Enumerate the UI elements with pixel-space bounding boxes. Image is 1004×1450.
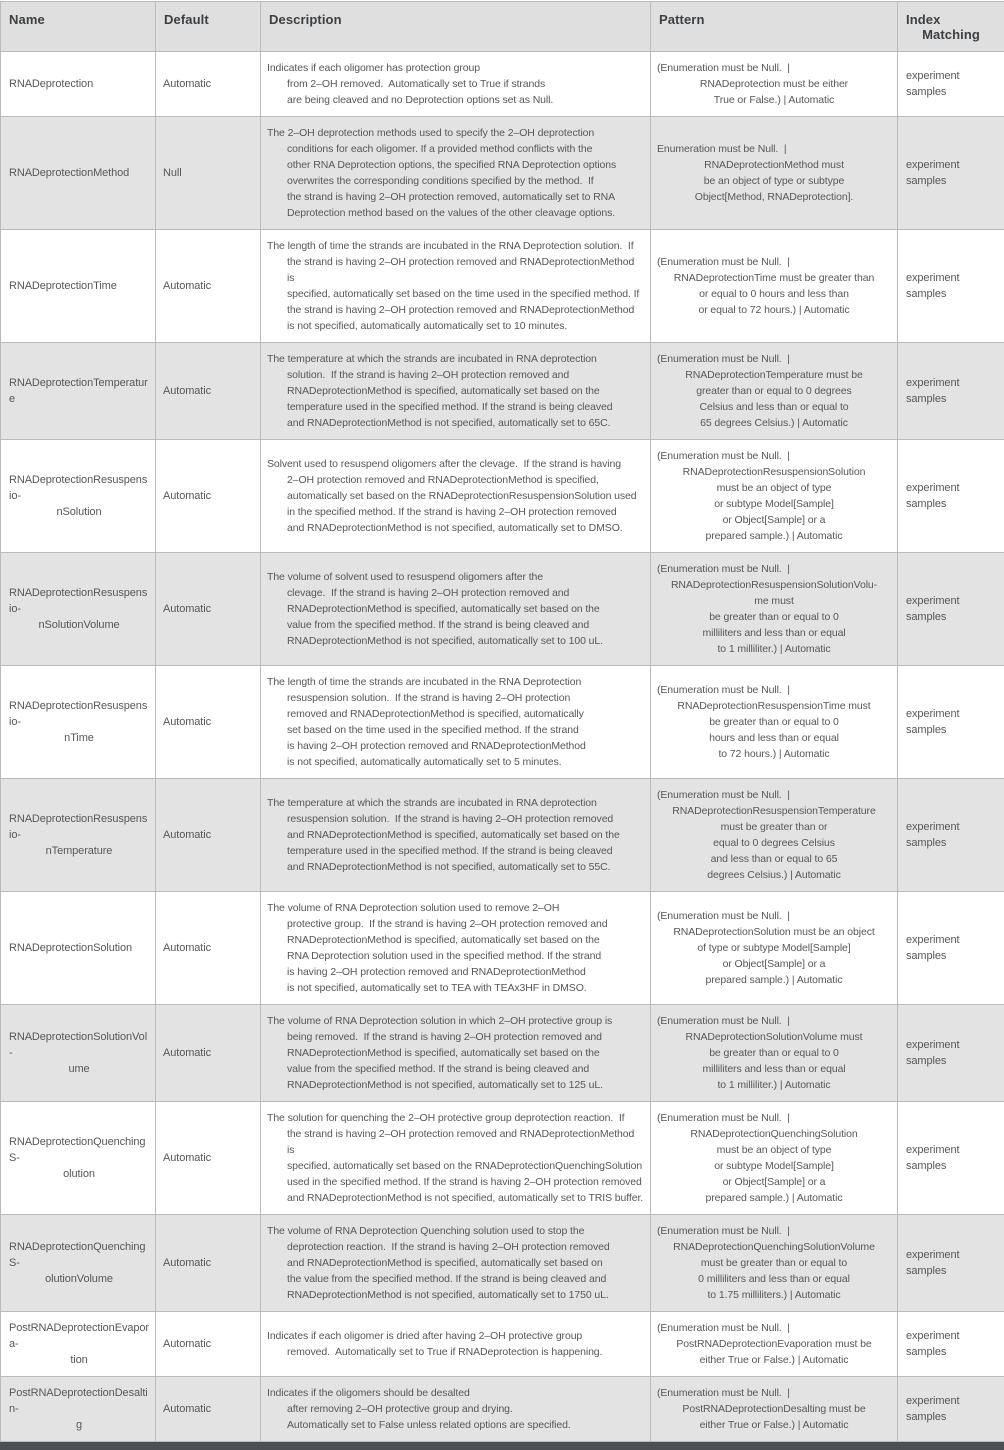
cell-description [261, 1377, 651, 1442]
cell-default: Automatic [156, 553, 261, 666]
pattern-line: (Enumeration must be Null. | [657, 448, 891, 464]
description-line: Indicates if the oligomers should be desalted [267, 1385, 644, 1401]
cell-index-matching: experiment samples [898, 343, 1004, 440]
description-line: Indicates if each oligomer has protection group [267, 60, 644, 76]
description-line: Automatically set to False unless related options are specified. [267, 1417, 644, 1433]
cell-default: Automatic [156, 343, 261, 440]
name-line: nSolutionVolume [9, 617, 149, 633]
cell-description [261, 1005, 651, 1102]
column-header-label: Pattern [659, 12, 889, 27]
column-header-default [156, 2, 261, 52]
pattern-line: (Enumeration must be Null. | [657, 908, 891, 924]
pattern-line: PostRNADeprotectionDesalting must be [657, 1401, 891, 1417]
description-line: RNADeprotectionMethod is specified, automatically set based on the [267, 601, 644, 617]
pattern-line: milliliters and less than or equal [657, 625, 891, 641]
pattern-line: must be an object of type [657, 1142, 891, 1158]
cell-description [261, 52, 651, 117]
description-line: is not specified, automatically set to TEA with TEAx3HF in DMSO. [267, 980, 644, 996]
description-line: and RNADeprotectionMethod is not specified, automatically set to TRIS buffer. [267, 1190, 644, 1206]
pattern-line: must be an object of type [657, 480, 891, 496]
cell-pattern [651, 117, 898, 230]
description-line: RNADeprotectionMethod is specified, automatically set based on the [267, 383, 644, 399]
pattern-line: be greater than or equal to 0 [657, 714, 891, 730]
pattern-line: RNADeprotectionQuenchingSolution [657, 1126, 891, 1142]
description-line: the strand is having 2–OH protection removed, automatically set to RNA [267, 189, 644, 205]
cell-index-matching: experiment samples [898, 1005, 1004, 1102]
pattern-line: (Enumeration must be Null. | [657, 351, 891, 367]
name-line: tion [9, 1352, 149, 1368]
pattern-line: to 72 hours.) | Automatic [657, 746, 891, 762]
pattern-line: greater than or equal to 0 degrees [657, 383, 891, 399]
column-header-label: Default [164, 12, 252, 27]
pattern-line: RNADeprotection must be either [657, 76, 891, 92]
description-line: The 2–OH deprotection methods used to specify the 2–OH deprotection [267, 125, 644, 141]
description-line: and RNADeprotectionMethod is not specified, automatically set to 65C. [267, 415, 644, 431]
name-line: PostRNADeprotectionDesaltin- [9, 1385, 149, 1417]
cell-description [261, 343, 651, 440]
table-row [1, 117, 1004, 230]
description-line: value from the specified method. If the strand is being cleaved and [267, 617, 644, 633]
cell-index-matching: experiment samples [898, 666, 1004, 779]
pattern-line: (Enumeration must be Null. | [657, 682, 891, 698]
name-line: ume [9, 1061, 149, 1077]
name-line: RNADeprotectionResuspensio- [9, 698, 149, 730]
cell-description [261, 440, 651, 553]
cell-pattern [651, 1377, 898, 1442]
cell-index-matching: experiment samples [898, 1377, 1004, 1442]
description-line: The temperature at which the strands are incubated in RNA deprotection [267, 351, 644, 367]
column-header-index-matching [898, 2, 1004, 52]
cell-pattern [651, 440, 898, 553]
cell-index-matching: experiment samples [898, 117, 1004, 230]
name-line: RNADeprotectionResuspensio- [9, 811, 149, 843]
description-line: specified, automatically set based on the time used in the specified method. If [267, 286, 644, 302]
cell-description [261, 1215, 651, 1312]
table-body [1, 52, 1004, 1442]
pattern-line: RNADeprotectionResuspensionSolution [657, 464, 891, 480]
pattern-line: milliliters and less than or equal [657, 1061, 891, 1077]
description-line: overwrites the corresponding conditions specified by the method. If [267, 173, 644, 189]
description-line: clevage. If the strand is having 2–OH protection removed and [267, 585, 644, 601]
name-line: RNADeprotection [9, 76, 149, 92]
table-row [1, 343, 1004, 440]
column-header-label: Description [269, 12, 642, 27]
table-row [1, 892, 1004, 1005]
name-line: RNADeprotectionSolutionVol- [9, 1029, 149, 1061]
description-line: RNADeprotectionMethod is not specified, automatically set to 125 uL. [267, 1077, 644, 1093]
description-line: specified, automatically set based on the RNADeprotectionQuenchingSolution [267, 1158, 644, 1174]
column-header-label: Name [9, 12, 147, 27]
pattern-line: (Enumeration must be Null. | [657, 1223, 891, 1239]
description-line: are being cleaved and no Deprotection options set as Null. [267, 92, 644, 108]
pattern-line: prepared sample.) | Automatic [657, 972, 891, 988]
name-line: olution [9, 1166, 149, 1182]
cell-default: Automatic [156, 779, 261, 892]
pattern-line: me must [657, 593, 891, 609]
cell-name [1, 230, 156, 343]
pattern-line: must be greater than or [657, 819, 891, 835]
description-line: value from the specified method. If the strand is being cleaved and [267, 1061, 644, 1077]
table-row [1, 1215, 1004, 1312]
pattern-line: and less than or equal to 65 [657, 851, 891, 867]
description-line: in the specified method. If the strand is having 2–OH protection removed [267, 504, 644, 520]
description-line: is not specified, automatically automatically set to 5 minutes. [267, 754, 644, 770]
cell-pattern [651, 343, 898, 440]
description-line: from 2–OH removed. Automatically set to True if strands [267, 76, 644, 92]
description-line: The volume of solvent used to resuspend oligomers after the [267, 569, 644, 585]
cell-pattern [651, 1215, 898, 1312]
cell-name [1, 1005, 156, 1102]
table-row [1, 666, 1004, 779]
pattern-line: (Enumeration must be Null. | [657, 254, 891, 270]
description-line: resuspension solution. If the strand is having 2–OH protection [267, 690, 644, 706]
pattern-line: to 1 milliliter.) | Automatic [657, 1077, 891, 1093]
bottom-bar [0, 1442, 1004, 1450]
column-header-label: Index [906, 12, 996, 27]
cell-index-matching: experiment samples [898, 1102, 1004, 1215]
cell-pattern [651, 1312, 898, 1377]
pattern-line: Celsius and less than or equal to [657, 399, 891, 415]
pattern-line: RNADeprotectionSolutionVolume must [657, 1029, 891, 1045]
cell-name [1, 117, 156, 230]
table-row [1, 1312, 1004, 1377]
description-line: being removed. If the strand is having 2–OH protection removed and [267, 1029, 644, 1045]
cell-name [1, 779, 156, 892]
cell-default: Automatic [156, 1215, 261, 1312]
pattern-line: or subtype Model[Sample] [657, 496, 891, 512]
description-line: used in the specified method. If the strand is having 2–OH protection removed [267, 1174, 644, 1190]
pattern-line: of type or subtype Model[Sample] [657, 940, 891, 956]
cell-index-matching: experiment samples [898, 553, 1004, 666]
description-line: The solution for quenching the 2–OH protective group deprotection reaction. If [267, 1110, 644, 1126]
pattern-line: Object[Method, RNADeprotection]. [657, 189, 891, 205]
pattern-line: be an object of type or subtype [657, 173, 891, 189]
header-row [1, 2, 1004, 52]
cell-name [1, 666, 156, 779]
description-line: automatically set based on the RNADeprotectionResuspensionSolution used [267, 488, 644, 504]
cell-pattern [651, 779, 898, 892]
cell-default: Null [156, 117, 261, 230]
name-line: nSolution [9, 504, 149, 520]
description-line: after removing 2–OH protective group and drying. [267, 1401, 644, 1417]
column-header-name [1, 2, 156, 52]
cell-description [261, 1102, 651, 1215]
description-line: resuspension solution. If the strand is having 2–OH protection removed [267, 811, 644, 827]
pattern-line: prepared sample.) | Automatic [657, 1190, 891, 1206]
cell-description [261, 892, 651, 1005]
name-line: g [9, 1417, 149, 1433]
description-line: The volume of RNA Deprotection Quenching solution used to stop the [267, 1223, 644, 1239]
cell-name [1, 553, 156, 666]
description-line: conditions for each oligomer. If a provided method conflicts with the [267, 141, 644, 157]
cell-pattern [651, 553, 898, 666]
cell-default: Automatic [156, 666, 261, 779]
description-line: The volume of RNA Deprotection solution in which 2–OH protective group is [267, 1013, 644, 1029]
description-line: deprotection reaction. If the strand is having 2–OH protection removed [267, 1239, 644, 1255]
options-table [0, 1, 1004, 1442]
cell-default: Automatic [156, 1312, 261, 1377]
description-line: RNA Deprotection solution used in the specified method. If the strand [267, 948, 644, 964]
pattern-line: True or False.) | Automatic [657, 92, 891, 108]
cell-index-matching: experiment samples [898, 230, 1004, 343]
pattern-line: (Enumeration must be Null. | [657, 60, 891, 76]
pattern-line: RNADeprotectionResuspensionSolutionVolu- [657, 577, 891, 593]
cell-default: Automatic [156, 230, 261, 343]
pattern-line: equal to 0 degrees Celsius [657, 835, 891, 851]
pattern-line: Enumeration must be Null. | [657, 141, 891, 157]
table-row [1, 553, 1004, 666]
cell-name [1, 1102, 156, 1215]
description-line: Solvent used to resuspend oligomers after the clevage. If the strand is having [267, 456, 644, 472]
cell-description [261, 1312, 651, 1377]
pattern-line: RNADeprotectionResuspensionTime must [657, 698, 891, 714]
column-header-pattern [651, 2, 898, 52]
description-line: is having 2–OH protection removed and RNADeprotectionMethod [267, 738, 644, 754]
name-line: RNADeprotectionResuspensio- [9, 585, 149, 617]
pattern-line: or Object[Sample] or a [657, 956, 891, 972]
description-line: other RNA Deprotection options, the specified RNA Deprotection options [267, 157, 644, 173]
pattern-line: or subtype Model[Sample] [657, 1158, 891, 1174]
pattern-line: either True or False.) | Automatic [657, 1417, 891, 1433]
description-line: The length of time the strands are incubated in the RNA Deprotection [267, 674, 644, 690]
pattern-line: prepared sample.) | Automatic [657, 528, 891, 544]
pattern-line: be greater than or equal to 0 [657, 1045, 891, 1061]
table-row [1, 230, 1004, 343]
cell-index-matching: experiment samples [898, 1215, 1004, 1312]
cell-index-matching: experiment samples [898, 440, 1004, 553]
pattern-line: RNADeprotectionMethod must [657, 157, 891, 173]
name-line: RNADeprotectionMethod [9, 165, 149, 181]
cell-pattern [651, 666, 898, 779]
cell-default: Automatic [156, 1005, 261, 1102]
pattern-line: hours and less than or equal [657, 730, 891, 746]
pattern-line: either True or False.) | Automatic [657, 1352, 891, 1368]
cell-name [1, 52, 156, 117]
cell-index-matching: experiment samples [898, 1312, 1004, 1377]
cell-pattern [651, 52, 898, 117]
cell-default: Automatic [156, 52, 261, 117]
description-line: the strand is having 2–OH protection removed and RNADeprotectionMethod [267, 302, 644, 318]
cell-default: Automatic [156, 892, 261, 1005]
pattern-line: RNADeprotectionQuenchingSolutionVolume [657, 1239, 891, 1255]
name-line: olutionVolume [9, 1271, 149, 1287]
pattern-line: degrees Celsius.) | Automatic [657, 867, 891, 883]
description-line: solution. If the strand is having 2–OH protection removed and [267, 367, 644, 383]
table-row [1, 440, 1004, 553]
pattern-line: RNADeprotectionTime must be greater than [657, 270, 891, 286]
pattern-line: (Enumeration must be Null. | [657, 1385, 891, 1401]
pattern-line: RNADeprotectionSolution must be an object [657, 924, 891, 940]
pattern-line: or Object[Sample] or a [657, 1174, 891, 1190]
name-line: nTime [9, 730, 149, 746]
pattern-line: (Enumeration must be Null. | [657, 1013, 891, 1029]
description-line: RNADeprotectionMethod is specified, automatically set based on the [267, 1045, 644, 1061]
description-line: set based on the time used in the specified method. If the strand [267, 722, 644, 738]
cell-description [261, 117, 651, 230]
name-line: RNADeprotectionTemperature [9, 375, 149, 407]
description-line: Indicates if each oligomer is dried after having 2–OH protective group [267, 1328, 644, 1344]
description-line: The volume of RNA Deprotection solution used to remove 2–OH [267, 900, 644, 916]
column-header-label: Matching [906, 27, 996, 42]
pattern-line: or equal to 0 hours and less than [657, 286, 891, 302]
pattern-line: (Enumeration must be Null. | [657, 1320, 891, 1336]
description-line: the value from the specified method. If the strand is being cleaved and [267, 1271, 644, 1287]
table-row [1, 1005, 1004, 1102]
pattern-line: to 1 milliliter.) | Automatic [657, 641, 891, 657]
table-row [1, 1377, 1004, 1442]
description-line: removed. Automatically set to True if RNADeprotection is happening. [267, 1344, 644, 1360]
name-line: RNADeprotectionQuenchingS- [9, 1239, 149, 1271]
pattern-line: PostRNADeprotectionEvaporation must be [657, 1336, 891, 1352]
description-line: The temperature at which the strands are incubated in RNA deprotection [267, 795, 644, 811]
cell-description [261, 553, 651, 666]
description-line: and RNADeprotectionMethod is not specified, automatically set to 55C. [267, 859, 644, 875]
name-line: PostRNADeprotectionEvapora- [9, 1320, 149, 1352]
table-row [1, 52, 1004, 117]
description-line: and RNADeprotectionMethod is specified, automatically set based on [267, 1255, 644, 1271]
pattern-line: or equal to 72 hours.) | Automatic [657, 302, 891, 318]
description-line: RNADeprotectionMethod is not specified, automatically set to 1750 uL. [267, 1287, 644, 1303]
cell-index-matching: experiment samples [898, 52, 1004, 117]
cell-name [1, 343, 156, 440]
cell-index-matching: experiment samples [898, 779, 1004, 892]
description-line: Deprotection method based on the values of the other cleavage options. [267, 205, 644, 221]
description-line: temperature used in the specified method. If the strand is being cleaved [267, 399, 644, 415]
pattern-line: 0 milliliters and less than or equal [657, 1271, 891, 1287]
description-line: RNADeprotectionMethod is not specified, automatically set to 100 uL. [267, 633, 644, 649]
cell-pattern [651, 1102, 898, 1215]
cell-description [261, 230, 651, 343]
description-line: and RNADeprotectionMethod is not specified, automatically set to DMSO. [267, 520, 644, 536]
cell-pattern [651, 1005, 898, 1102]
cell-pattern [651, 892, 898, 1005]
pattern-line: (Enumeration must be Null. | [657, 787, 891, 803]
cell-description [261, 666, 651, 779]
name-line: RNADeprotectionQuenchingS- [9, 1134, 149, 1166]
name-line: nTemperature [9, 843, 149, 859]
description-line: 2–OH protection removed and RNADeprotectionMethod is specified, [267, 472, 644, 488]
cell-name [1, 1377, 156, 1442]
description-line: the strand is having 2–OH protection removed and RNADeprotectionMethod is [267, 254, 644, 286]
description-line: the strand is having 2–OH protection removed and RNADeprotectionMethod is [267, 1126, 644, 1158]
description-line: protective group. If the strand is having 2–OH protection removed and [267, 916, 644, 932]
name-line: RNADeprotectionTime [9, 278, 149, 294]
description-line: The length of time the strands are incubated in the RNA Deprotection solution. If [267, 238, 644, 254]
table-row [1, 1102, 1004, 1215]
cell-default: Automatic [156, 1102, 261, 1215]
cell-name [1, 440, 156, 553]
pattern-line: or Object[Sample] or a [657, 512, 891, 528]
pattern-line: to 1.75 milliliters.) | Automatic [657, 1287, 891, 1303]
cell-pattern [651, 230, 898, 343]
table-row [1, 779, 1004, 892]
column-header-description [261, 2, 651, 52]
description-line: RNADeprotectionMethod is specified, automatically set based on the [267, 932, 644, 948]
pattern-line: be greater than or equal to 0 [657, 609, 891, 625]
cell-index-matching: experiment samples [898, 892, 1004, 1005]
pattern-line: RNADeprotectionResuspensionTemperature [657, 803, 891, 819]
cell-name [1, 892, 156, 1005]
description-line: and RNADeprotectionMethod is specified, automatically set based on the [267, 827, 644, 843]
pattern-line: (Enumeration must be Null. | [657, 561, 891, 577]
cell-default: Automatic [156, 1377, 261, 1442]
pattern-line: 65 degrees Celsius.) | Automatic [657, 415, 891, 431]
cell-description [261, 779, 651, 892]
pattern-line: must be greater than or equal to [657, 1255, 891, 1271]
pattern-line: (Enumeration must be Null. | [657, 1110, 891, 1126]
cell-name [1, 1312, 156, 1377]
description-line: is having 2–OH protection removed and RNADeprotectionMethod [267, 964, 644, 980]
description-line: is not specified, automatically automatically set to 10 minutes. [267, 318, 644, 334]
name-line: RNADeprotectionResuspensio- [9, 472, 149, 504]
name-line: RNADeprotectionSolution [9, 940, 149, 956]
description-line: temperature used in the specified method. If the strand is being cleaved [267, 843, 644, 859]
pattern-line: RNADeprotectionTemperature must be [657, 367, 891, 383]
cell-default: Automatic [156, 440, 261, 553]
description-line: removed and RNADeprotectionMethod is specified, automatically [267, 706, 644, 722]
cell-name [1, 1215, 156, 1312]
